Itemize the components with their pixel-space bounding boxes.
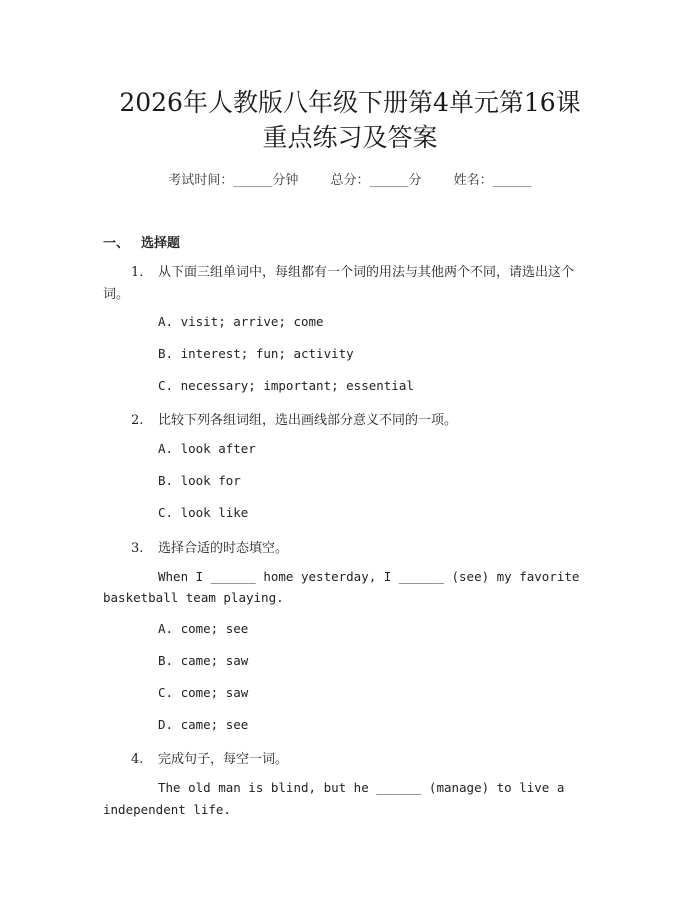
q3-option-b: B. came; saw: [158, 653, 249, 668]
question-4: [131, 748, 288, 767]
question-3: [131, 537, 288, 556]
exam-score: 总分：______分: [330, 173, 422, 188]
q3-option-a: A. come; see: [158, 621, 249, 636]
question-1: [131, 261, 574, 280]
section-heading: [103, 232, 180, 251]
q1-option-c: C. necessary; important; essential: [158, 378, 414, 393]
question-text: 比较下列各组词组，选出画线部分意义不同的一项。: [158, 413, 458, 428]
q3-option-d: D. came; see: [158, 717, 249, 732]
question-text: 完成句子，每空一词。: [158, 752, 289, 767]
question-number: 4.: [131, 752, 144, 767]
exam-meta: [0, 169, 700, 188]
document-title-line-1: 2026年人教版八年级下册第4单元第16课: [119, 88, 581, 117]
q3-sentence-line-2: basketball team playing.: [103, 590, 284, 605]
q1-option-b: B. interest; fun; activity: [158, 346, 354, 361]
q4-sentence-line-1: The old man is blind, but he ______ (manage) to live a: [158, 780, 565, 795]
q2-option-b: B. look for: [158, 473, 241, 488]
question-number: 2.: [131, 413, 144, 428]
question-number: 1.: [131, 265, 144, 280]
question-text: 从下面三组单词中，每组都有一个词的用法与其他两个不同，请选出这个: [158, 265, 575, 280]
q2-option-a: A. look after: [158, 441, 256, 456]
q3-sentence-line-1: When I ______ home yesterday, I ______ (see) my favorite: [158, 569, 580, 584]
exam-name: 姓名：______: [453, 173, 532, 188]
question-text: 选择合适的时态填空。: [158, 541, 289, 556]
document-title-line-2: 重点练习及答案: [262, 123, 438, 152]
q1-option-a: A. visit; arrive; come: [158, 314, 324, 329]
exam-time: 考试时间：______分钟: [168, 173, 299, 188]
q3-option-c: C. come; saw: [158, 685, 249, 700]
q4-sentence-line-2: independent life.: [103, 802, 231, 817]
q2-option-c: C. look like: [158, 505, 249, 520]
question-2: [131, 409, 457, 428]
question-number: 3.: [131, 541, 144, 556]
section-label: 选择题: [141, 236, 181, 251]
section-number: 一、: [103, 236, 130, 251]
question-1-continuation: 词。: [103, 287, 130, 302]
